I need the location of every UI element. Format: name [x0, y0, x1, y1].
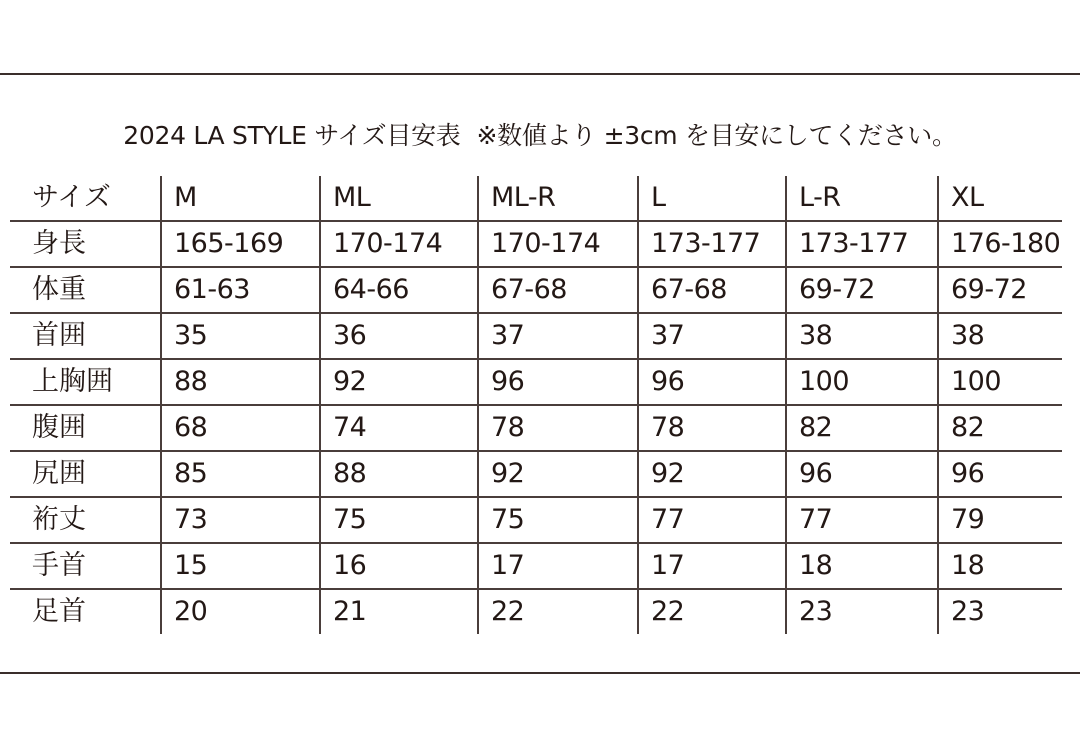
title-main: 2024 LA STYLE サイズ目安表 — [123, 121, 461, 150]
header-cell-xl: XL — [938, 176, 1062, 221]
table-cell: 88 — [161, 359, 320, 405]
table-cell: 67-68 — [638, 267, 786, 313]
table-cell: 38 — [786, 313, 938, 359]
table-cell: 82 — [786, 405, 938, 451]
table-row-weight — [10, 267, 1062, 313]
table-cell: 85 — [161, 451, 320, 497]
table-cell: 16 — [320, 543, 478, 589]
header-cell-ml: ML — [320, 176, 478, 221]
table-cell: 69-72 — [786, 267, 938, 313]
table-row-neck — [10, 313, 1062, 359]
row-label: 裄丈 — [10, 497, 161, 543]
table-cell: 21 — [320, 589, 478, 634]
table-cell: 22 — [478, 589, 638, 634]
table-cell: 92 — [478, 451, 638, 497]
table-cell: 68 — [161, 405, 320, 451]
row-label: 首囲 — [10, 313, 161, 359]
table-cell: 23 — [938, 589, 1062, 634]
bottom-border-line — [0, 672, 1080, 674]
table-cell: 75 — [320, 497, 478, 543]
row-label: 尻囲 — [10, 451, 161, 497]
page-title — [0, 118, 1080, 154]
row-label: 足首 — [32, 596, 86, 627]
table-row-height — [10, 221, 1062, 267]
table-cell: 77 — [638, 497, 786, 543]
table-cell: 170-174 — [320, 221, 478, 267]
table-cell: 64-66 — [320, 267, 478, 313]
table-cell: 96 — [786, 451, 938, 497]
title-note: ※数値より ±3cm を目安にしてください。 — [476, 121, 957, 150]
table-cell: 69-72 — [938, 267, 1062, 313]
table-cell: 100 — [786, 359, 938, 405]
header-cell-m: M — [161, 176, 320, 221]
table-cell: 35 — [161, 313, 320, 359]
table-cell: 37 — [638, 313, 786, 359]
table-cell: 67-68 — [478, 267, 638, 313]
table-cell: 96 — [478, 359, 638, 405]
table-cell: 17 — [638, 543, 786, 589]
table-cell: 15 — [161, 543, 320, 589]
table-row-upper-chest — [10, 359, 1062, 405]
table-row-ankle — [10, 589, 1062, 634]
top-border-line — [0, 73, 1080, 75]
size-chart-table — [10, 176, 1062, 634]
table-cell: 96 — [938, 451, 1062, 497]
table-row-sleeve — [10, 497, 1062, 543]
table-cell: 173-177 — [786, 221, 938, 267]
table-cell: 18 — [938, 543, 1062, 589]
table-cell: 38 — [938, 313, 1062, 359]
table-cell: 18 — [786, 543, 938, 589]
table-cell: 22 — [638, 589, 786, 634]
table-cell: 82 — [938, 405, 1062, 451]
table-cell: 78 — [638, 405, 786, 451]
header-row — [10, 176, 1062, 221]
table-cell: 100 — [938, 359, 1062, 405]
table-row-hip — [10, 451, 1062, 497]
row-label: 腹囲 — [10, 405, 161, 451]
table-row-wrist — [10, 543, 1062, 589]
row-label: 体重 — [10, 267, 161, 313]
row-label: 身長 — [10, 221, 161, 267]
table-cell: 165-169 — [161, 221, 320, 267]
row-label: 手首 — [10, 543, 161, 589]
table-cell: 92 — [320, 359, 478, 405]
table-cell: 74 — [320, 405, 478, 451]
table-cell: 23 — [786, 589, 938, 634]
table-cell: 78 — [478, 405, 638, 451]
table-cell: 79 — [938, 497, 1062, 543]
table-cell: 96 — [638, 359, 786, 405]
table-cell: 37 — [478, 313, 638, 359]
header-cell-ml-r: ML-R — [478, 176, 638, 221]
table-cell: 17 — [478, 543, 638, 589]
table-cell: 170-174 — [478, 221, 638, 267]
table-cell: 173-177 — [638, 221, 786, 267]
table-cell: 20 — [161, 589, 320, 634]
table-cell: 92 — [638, 451, 786, 497]
table-cell: 77 — [786, 497, 938, 543]
row-label: 上胸囲 — [10, 359, 161, 405]
table-cell: 88 — [320, 451, 478, 497]
table-cell: 73 — [161, 497, 320, 543]
table-row-waist — [10, 405, 1062, 451]
header-cell-l-r: L-R — [786, 176, 938, 221]
header-cell-l: L — [638, 176, 786, 221]
table-cell: 36 — [320, 313, 478, 359]
table-cell: 61-63 — [161, 267, 320, 313]
header-cell-label: サイズ — [10, 176, 161, 221]
table-cell: 176-180 — [938, 221, 1062, 267]
table-cell: 75 — [478, 497, 638, 543]
